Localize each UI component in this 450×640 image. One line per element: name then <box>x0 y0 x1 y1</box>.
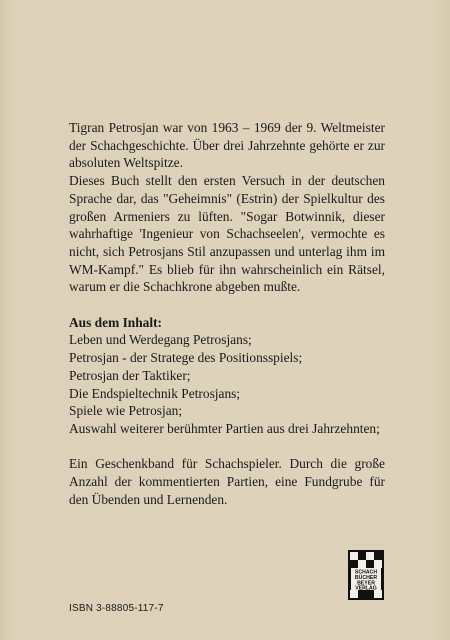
logo-line: BEYER <box>357 580 375 587</box>
blurb-text <box>69 119 385 508</box>
closing-paragraph: Ein Geschenkband für Schachspieler. Durch die große Anzahl der kommentierten Partien, eine Fundgrube für den Übenden und Lernenden. <box>69 456 385 507</box>
logo-line: BÜCHER <box>354 575 378 581</box>
contents-item: Die Endspieltechnik Petrosjans; <box>69 385 241 401</box>
contents-heading: Aus dem Inhalt: <box>69 314 163 330</box>
paragraph-gap <box>69 438 385 456</box>
contents-item: Leben und Werdegang Petrosjans; <box>69 332 252 348</box>
contents-item: Auswahl weiterer berühmter Partien aus drei Jahrzehnten; <box>69 420 380 436</box>
paragraph-gap <box>69 296 385 314</box>
chessboard-logo-icon <box>348 550 384 600</box>
contents-item: Petrosjan der Taktiker; <box>69 367 191 383</box>
contents-item: Petrosjan - der Stratege des Positionsspiels; <box>69 350 303 366</box>
publisher-logo <box>348 550 384 600</box>
logo-line: VERLAG <box>355 585 377 592</box>
contents-item: Spiele wie Petrosjan; <box>69 403 183 419</box>
intro-paragraph: Tigran Petrosjan war von 1963 – 1969 der 9. Weltmeister der Schachgeschichte. Über drei Jahrzehnte gehörte er zur absoluten Weltspitze. <box>69 120 385 171</box>
logo-line: SCHACH <box>354 569 378 576</box>
isbn-number: ISBN 3-88805-117-7 <box>69 603 164 614</box>
description-paragraph: Dieses Buch stellt den ersten Versuch in der deutschen Sprache dar, das "Geheimnis" (Estrin) der Spielkultur des großen Armeniers zu lüften. "Sogar Botwinnik, dieser wahrhaftige 'Ingenieur von Schachseelen', vermochte es nicht, sich Petrosjans Stil anzupassen und unterlag ihm im WM-Kampf." Es blieb für ihn wahrscheinlich ein Rätsel, warum er die Schachkrone abgeben mußte. <box>69 173 385 295</box>
